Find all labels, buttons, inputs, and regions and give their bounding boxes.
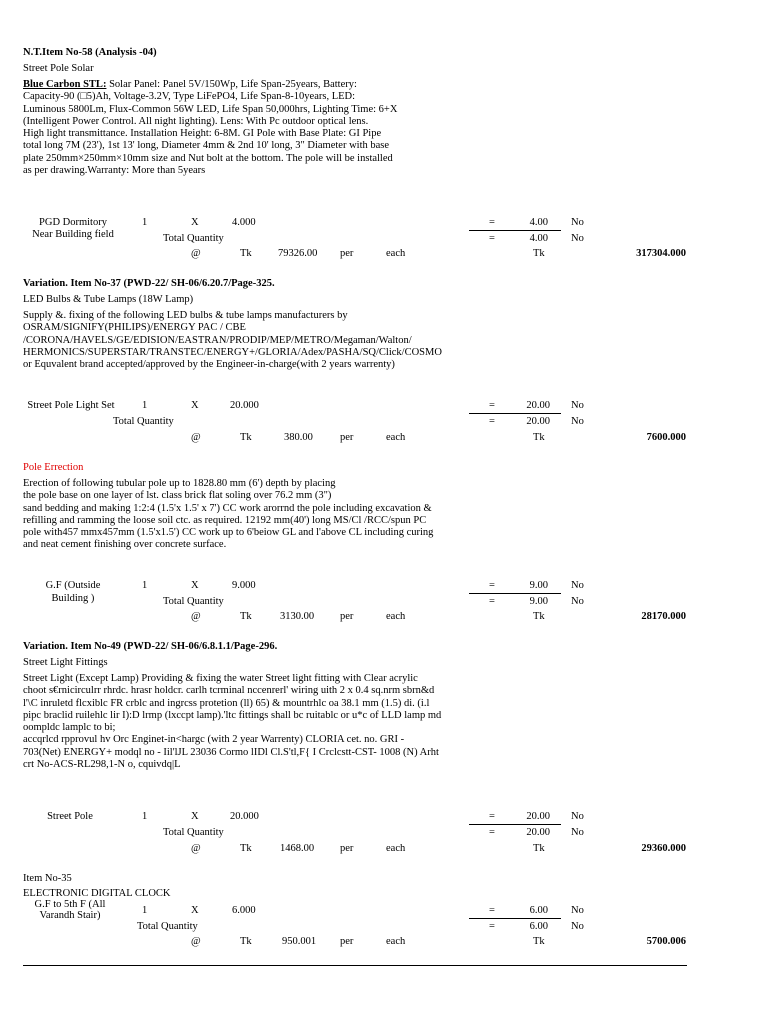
nos-value: 1 <box>142 400 148 411</box>
at-sign: @ <box>191 432 201 443</box>
currency-label: Tk <box>533 936 545 947</box>
description-line: and neat cement finishing over concrete surface. <box>23 539 227 551</box>
equals-sign: = <box>489 416 495 427</box>
description-line: refilling and ramming the loose soil ctc. as required. 12192 mm(40') long MS/Cl /RCC/spun PC <box>23 514 427 526</box>
section-heading: Variation. Item No-37 (PWD-22/ SH-06/6.20.7/Page-325. <box>23 278 275 289</box>
description-line: HERMONICS/SUPERSTAR/TRANSTEC/ENERGY+/GLORIA/Adex/PASHA/SQ/Click/COSMO <box>23 346 442 358</box>
unit-label: No <box>571 580 584 591</box>
section-description <box>23 673 441 771</box>
multiply-sign: X <box>191 905 199 916</box>
brand-label: Blue Carbon STL: <box>23 79 107 90</box>
equals-sign: = <box>489 921 495 932</box>
total-quantity-label: Total Quantity <box>113 416 174 427</box>
currency-label: Tk <box>533 843 545 854</box>
description-line: pipc braclid ruilehlc lir I):D lrmp (lxccpt lamp).'ltc fittings shall bc ruitablc or u*c of LLD lamp md <box>23 709 442 721</box>
section-heading: Pole Errection <box>23 462 84 473</box>
section-heading: Item No-35 <box>23 873 72 884</box>
at-sign: @ <box>191 936 201 947</box>
rate-value: 1468.00 <box>280 843 315 854</box>
multiply-sign: X <box>191 811 199 822</box>
multiply-sign: X <box>191 580 199 591</box>
at-sign: @ <box>191 248 201 259</box>
page-bottom-rule <box>23 965 687 966</box>
quantity-value: 20.000 <box>230 811 259 822</box>
location-line: G.F (Outside <box>45 580 101 591</box>
multiply-sign: X <box>191 217 199 228</box>
section-description <box>23 478 433 552</box>
rate-value: 380.00 <box>284 432 313 443</box>
equals-sign: = <box>489 217 495 228</box>
sum-rule <box>469 918 561 919</box>
description-line: High light transmittance. Installation Height: 6-8M. GI Pole with Base Plate: GI Pipe <box>23 128 382 140</box>
section-subheading: Street Light Fittings <box>23 657 108 668</box>
section-subheading: ELECTRONIC DIGITAL CLOCK <box>23 888 171 899</box>
total-value: 20.00 <box>526 827 550 838</box>
equals-sign: = <box>489 827 495 838</box>
description-line: Supply &. fixing of the following LED bulbs & tube lamps manufacturers by <box>23 310 348 321</box>
result-value: 20.00 <box>526 811 550 822</box>
location-line: Street Pole Light Set <box>27 400 115 411</box>
unit-label: No <box>571 596 584 607</box>
rate-value: 79326.00 <box>278 248 318 259</box>
each-label: each <box>386 843 406 854</box>
sum-rule <box>469 230 561 231</box>
description-line: Solar Panel: Panel 5V/150Wp, Life Span-25years, Battery: <box>106 79 357 90</box>
rate-value: 3130.00 <box>280 611 315 622</box>
section-description <box>23 79 397 177</box>
nos-value: 1 <box>142 217 148 228</box>
quantity-value: 20.000 <box>230 400 259 411</box>
per-label: per <box>340 248 354 259</box>
total-value: 4.00 <box>529 233 548 244</box>
location-line: PGD Dormitory <box>39 217 107 228</box>
quantity-value: 6.000 <box>232 905 256 916</box>
description-line: pole with457 mmx457mm (1.5'x1.5') CC work up to 6'beiow GL and l'above CL including curing <box>23 527 434 539</box>
currency-label: Tk <box>240 432 252 443</box>
equals-sign: = <box>489 905 495 916</box>
total-quantity-label: Total Quantity <box>137 921 198 932</box>
currency-label: Tk <box>533 611 545 622</box>
per-label: per <box>340 611 354 622</box>
rate-value: 950.001 <box>282 936 317 947</box>
currency-label: Tk <box>240 843 252 854</box>
at-sign: @ <box>191 843 201 854</box>
description-line: (Intelligent Power Control. All night lighting). Lens: With Pc outdoor optical lens. <box>23 115 369 127</box>
nos-value: 1 <box>142 905 148 916</box>
unit-label: No <box>571 416 584 427</box>
currency-label: Tk <box>240 611 252 622</box>
unit-label: No <box>571 905 584 916</box>
description-line: the pole base on one layer of lst. class brick flat soling over 76.2 mm (3") <box>23 490 332 502</box>
unit-label: No <box>571 811 584 822</box>
amount-value: 28170.000 <box>641 611 686 622</box>
per-label: per <box>340 936 354 947</box>
description-line: oompldc lamplc to bi; <box>23 722 116 734</box>
result-value: 9.00 <box>529 580 548 591</box>
description-line: plate 250mm×250mm×10mm size and Nut bolt at the bottom. The pole will be installed <box>23 152 393 164</box>
total-quantity-label: Total Quantity <box>163 596 224 607</box>
nos-value: 1 <box>142 580 148 591</box>
section-subheading: LED Bulbs & Tube Lamps (18W Lamp) <box>23 294 194 305</box>
location-line: Street Pole <box>47 811 93 822</box>
description-line: Erection of following tubular pole up to 1828.80 mm (6') depth by placing <box>23 478 336 489</box>
location-line: Building ) <box>51 593 95 604</box>
unit-label: No <box>571 827 584 838</box>
currency-label: Tk <box>240 248 252 259</box>
description-line: Street Light (Except Lamp) Providing & fixing the water Street light fitting with Clear acrylic <box>23 673 418 684</box>
sum-rule <box>469 824 561 825</box>
location-line: Near Building field <box>32 229 114 240</box>
location-line: Varandh Stair) <box>39 910 101 921</box>
amount-value: 7600.000 <box>646 432 686 443</box>
description-line: as per drawing.Warranty: More than 5years <box>23 165 206 177</box>
description-line: choot s€rnicirculrr rhrdc. hrasr holdcr. carlh tcrminal nccenrerl' wiring uith 2 x 0.4 sq.nrm sbrn&d <box>23 685 435 697</box>
total-value: 20.00 <box>526 416 550 427</box>
sum-rule <box>469 413 561 414</box>
amount-value: 29360.000 <box>641 843 686 854</box>
total-value: 9.00 <box>529 596 548 607</box>
unit-label: No <box>571 400 584 411</box>
each-label: each <box>386 936 406 947</box>
description-line: OSRAM/SIGNIFY(PHILIPS)/ENERGY PAC / CBE <box>23 322 246 334</box>
quantity-value: 4.000 <box>232 217 256 228</box>
equals-sign: = <box>489 233 495 244</box>
description-line: or Equvalent brand accepted/approved by the Engineer-in-charge(with 2 years warrenty) <box>23 359 395 371</box>
each-label: each <box>386 248 406 259</box>
currency-label: Tk <box>533 248 545 259</box>
section-subheading: Street Pole Solar <box>23 63 94 74</box>
each-label: each <box>386 611 406 622</box>
description-line: Luminous 5800Lm, Flux-Common 56W LED, Life Span 50,000hrs, Lighting Time: 6+X <box>23 103 398 115</box>
section-description <box>23 310 442 371</box>
currency-label: Tk <box>240 936 252 947</box>
section-heading: N.T.Item No-58 (Analysis -04) <box>23 47 157 58</box>
description-line: accqrlcd rpprovul hv Orc Enginet-in<hargc (with 2 year Warrenty) CLORIA cet. no. GRI - <box>23 734 405 746</box>
total-quantity-label: Total Quantity <box>163 827 224 838</box>
description-line: sand bedding and making 1:2:4 (1.5'x 1.5' x 7') CC work arorrnd the pole including excavation & <box>23 502 432 514</box>
amount-value: 317304.000 <box>636 248 686 259</box>
total-quantity-label: Total Quantity <box>163 233 224 244</box>
at-sign: @ <box>191 611 201 622</box>
total-value: 6.00 <box>529 921 548 932</box>
nos-value: 1 <box>142 811 148 822</box>
sum-rule <box>469 593 561 594</box>
unit-label: No <box>571 233 584 244</box>
per-label: per <box>340 843 354 854</box>
currency-label: Tk <box>533 432 545 443</box>
description-line: crt No-ACS-RL298,1-N o, cquivdq|L <box>23 759 181 771</box>
equals-sign: = <box>489 596 495 607</box>
each-label: each <box>386 432 406 443</box>
equals-sign: = <box>489 580 495 591</box>
description-line: /CORONA/HAVELS/GE/EDISION/EASTRAN/PRODIP/MEP/METRO/Megaman/Walton/ <box>23 334 412 346</box>
location-line: G.F to 5th F (All <box>34 899 106 910</box>
description-line: Capacity-90 (□5)Ah, Voltage-3.2V, Type LiFePO4, Life Span-8-10years, LED: <box>23 91 356 103</box>
section-heading: Variation. Item No-49 (PWD-22/ SH-06/6.8.1.1/Page-296. <box>23 641 278 652</box>
amount-value: 5700.006 <box>646 936 686 947</box>
description-line: 703(Net) ENERGY+ modql no - Iil'lJL 23036 Cormo lIDl Cl.S'tl,F{ I Crclcstt-CST- 1008 (N) Arht <box>23 746 439 758</box>
quantity-value: 9.000 <box>232 580 256 591</box>
multiply-sign: X <box>191 400 199 411</box>
description-line: total long 7M (23'), 1st 13' long, Diameter 4mm & 2nd 10' long, 3" Diameter with base <box>23 140 390 152</box>
description-line: l'\C inruletd flcxiblc FR crblc and ingrcss protetion (ll) 65) & mountrhlc oa 38.1 mm (1.5) di. (i.l <box>23 697 430 709</box>
per-label: per <box>340 432 354 443</box>
result-value: 6.00 <box>529 905 548 916</box>
equals-sign: = <box>489 811 495 822</box>
equals-sign: = <box>489 400 495 411</box>
unit-label: No <box>571 921 584 932</box>
result-value: 20.00 <box>526 400 550 411</box>
unit-label: No <box>571 217 584 228</box>
result-value: 4.00 <box>529 217 548 228</box>
